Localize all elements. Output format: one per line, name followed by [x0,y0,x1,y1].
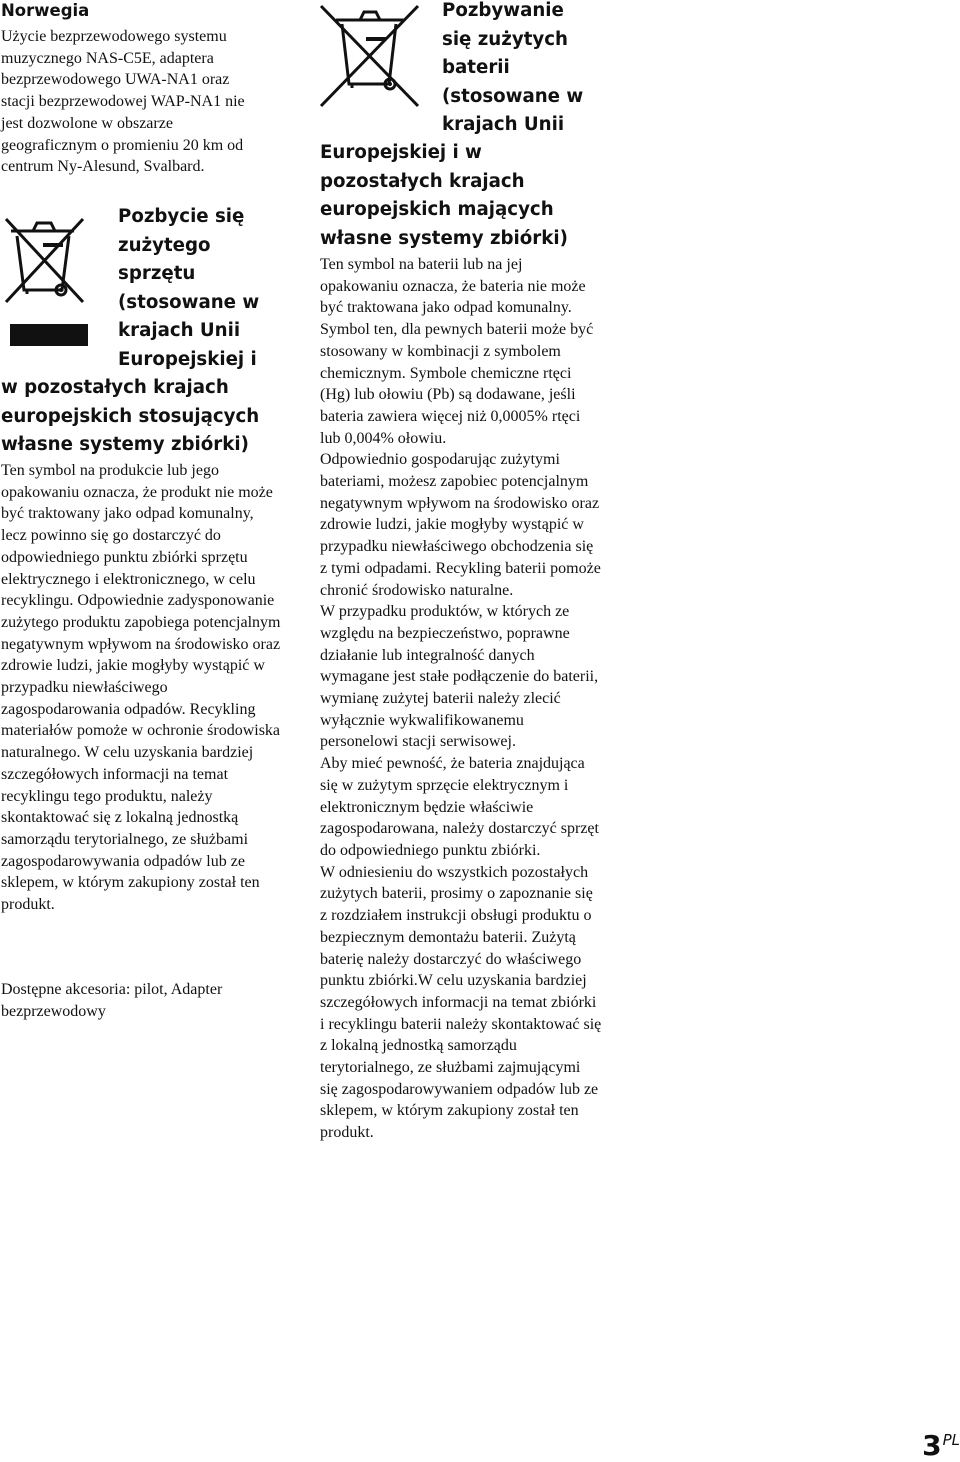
equipment-heading-line: sprzętu [118,263,196,284]
battery-heading-wrapped [442,0,612,140]
page-number [922,1424,960,1462]
battery-paragraph: W przypadku produktów, w których ze względu na bezpieczeństwo, poprawne działanie lub integralność danych wymagane jest stałe podłączenie do baterii, wymianę zużytej baterii należy zlecić wyłącznie wykwalifikowanemu personelowi stacji serwisowej. [320,603,599,751]
equipment-heading-line: własne systemy zbiórki) [1,434,249,455]
page-number-value: 3 [922,1429,942,1462]
equipment-heading-line: w pozostałych krajach [1,377,229,398]
battery-body [320,254,602,1144]
battery-heading-line: się zużytych [442,28,568,50]
battery-paragraph: W odniesieniu do wszystkich pozostałych zużytych baterii, prosimy o zapoznanie się z rozdziałem instrukcji obsługi produktu o bezpiecznym demontażu baterii. Zużytą baterię należy dostarczyć do właściwego punktu zbiórki.W celu uzyskania bardziej szczegółowych informacji na temat zbiórki i recyklingu baterii należy skontaktować się z lokalną jednostką samorządu terytorialnego, ze służbami zajmującymi się zagospodarowywaniem odpadów lub ze sklepem, w którym zakupiony został ten produkt. [320,863,602,1142]
battery-heading-line: (stosowane w [442,85,584,107]
battery-paragraph: Ten symbol na baterii lub na jej opakowaniu oznacza, że bateria nie może być traktowana jako odpad komunalny. [320,256,586,317]
battery-heading-line: baterii [442,57,510,78]
equipment-heading-line: Pozbycie się [118,206,245,227]
equipment-heading-wrapped [118,203,288,374]
battery-paragraph: Symbol ten, dla pewnych baterii może być stosowany w kombinacji z symbolem chemicznym. Symbole chemiczne rtęci (Hg) lub ołowiu (Pb) są dodawane, jeśli bateria zawiera więcej niż 0,0005% rtęci lub 0,004% ołowiu. [320,321,594,447]
crossed-out-wheelie-bin-icon [0,206,92,348]
accessories-text: Dostępne akcesoria: pilot, Adapter bezprzewodowy [1,981,223,1020]
weee-symbol [0,206,92,348]
equipment-heading-line: Europejskiej i [118,348,257,370]
language-code: PL [942,1431,960,1449]
battery-heading-line: Europejskiej i w [320,142,482,163]
battery-heading-line: własne systemy zbiórki) [320,227,568,249]
equipment-heading-full [1,374,287,460]
battery-heading-line: krajach Unii [442,114,565,135]
equipment-heading-line: zużytego [118,234,211,256]
equipment-heading-line: europejskich stosujących [1,405,260,427]
battery-heading-line: europejskich mających [320,199,554,220]
battery-heading-line: Pozbywanie [442,0,564,21]
equipment-heading-line: (stosowane w [118,291,260,313]
battery-heading-full [320,139,612,253]
equipment-body: Ten symbol na produkcie lub jego opakowaniu oznacza, że produkt nie może być traktowany jako odpad komunalny, lecz powinno się go dostarczyć do odpowiedniego punktu zbiórki sprzętu elektrycznego i elektronicznego, w celu recyklingu. Odpowiednie zadysponowanie zużytego produktu zapobiega potencjalnym negatywnym wpływom na środowisko oraz zdrowie ludzi, jakie mogłyby wystąpić w przypadku niewłaściwego zagospodarowania odpadów. Recykling materiałów pomoże w ochronie środowiska naturalnego. W celu uzyskania bardziej szczegółowych informacji na temat recyklingu tego produktu, należy skontaktować się z lokalną jednostką samorządu terytorialnego, ze służbami zagospodarowywania odpadów lub ze sklepem, w którym zakupiony został ten produkt. [1,462,281,914]
battery-symbol [318,2,422,110]
norway-text: Użycie bezprzewodowego systemu muzycznego NAS-C5E, adaptera bezprzewodowego UWA-NA1 oraz stacji bezprzewodowej WAP-NA1 nie jest dozwolone w obszarze geograficznym o promieniu 20 km od centrum Ny-Alesund, Svalbard. [1,28,245,176]
battery-heading-line: pozostałych krajach [320,170,525,192]
norway-title: Norwegia [1,1,90,20]
battery-paragraph: Odpowiednio gospodarując zużytymi bateriami, możesz zapobiec potencjalnym negatywnym wpływom na środowisko oraz zdrowie ludzi, jakie mogłyby wystąpić w przypadku niewłaściwego obchodzenia się z tymi odpadami. Recykling baterii pomoże chronić środowisko naturalne. [320,451,601,599]
crossed-out-wheelie-bin-icon [318,2,422,110]
battery-paragraph: Aby mieć pewność, że bateria znajdująca się w zużytym sprzęcie elektrycznym i elektronicznym będzie właściwie zagospodarowana, należy dostarczyć sprzęt do odpowiedniego punktu zbiórki. [320,755,599,859]
equipment-heading-line: krajach Unii [118,320,241,341]
